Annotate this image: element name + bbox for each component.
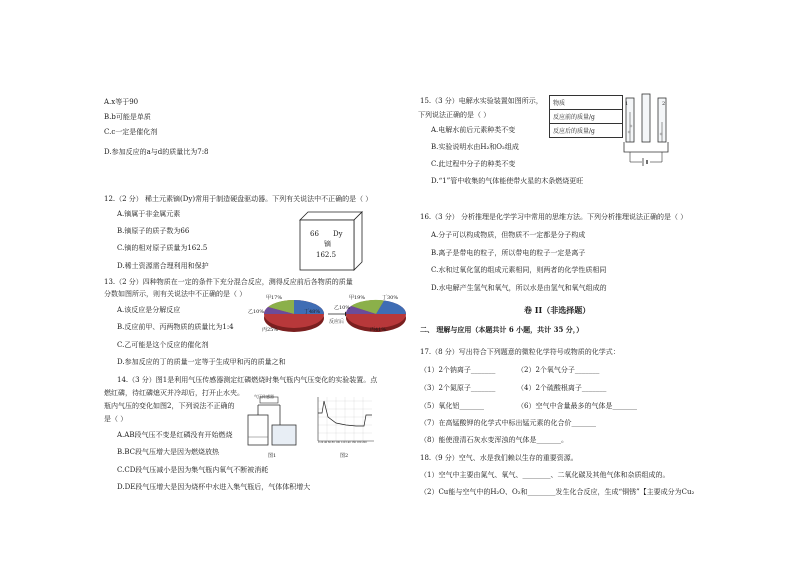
- table-after-row: 反应后的质量/g: [550, 124, 623, 138]
- q11-option-d: D.参加反应的a与d的质量比为7:8: [104, 148, 209, 156]
- q14-option-a: A.AB段气压不变是红磷没有开始燃烧: [117, 431, 233, 439]
- q18-item2: （2）Cu能与空气中的H₂O、O₂和________发生化合反应，生成“铜锈”【主要成分为Cu₂: [420, 488, 695, 496]
- q13-option-d: D.参加反应的丁的质量一定等于生成甲和丙的质量之和: [117, 358, 286, 366]
- q15-option-d: D.“1”管中收集的气体能使带火星的木条燃烧更旺: [431, 177, 584, 185]
- sensor-label: 气压传感器: [254, 394, 274, 399]
- q11-option-b: B.b可能是单质: [104, 113, 151, 121]
- q17-item2: （2）2个氧气分子_______: [517, 366, 600, 374]
- q14-option-c: C.CD段气压减小是因为集气瓶内氧气不断被消耗: [117, 466, 269, 474]
- pie-before-jia: 甲17%: [266, 295, 283, 301]
- q17-item6: （6）空气中含量最多的气体是_______: [517, 402, 637, 410]
- q16-option-a: A.分子可以构成物质，但物质不一定都是分子构成: [431, 231, 586, 239]
- q16-option-c: C.水和过氧化氢的组成元素相同，则两者的化学性质相同: [431, 266, 607, 274]
- q15-stem-line2: 下列说法正确的是（ ）: [418, 111, 491, 119]
- table-header: 物质: [550, 96, 623, 110]
- element-mass: 162.5: [316, 251, 337, 259]
- q11-option-c: C.c一定是催化剂: [104, 128, 158, 136]
- q17-item5: （5）氧化铝_______: [420, 402, 484, 410]
- q12-stem: 12.（2 分） 稀土元素镝(Dy)常用于制造硬盘驱动器。下列有关说法中不正确的是（ ）: [104, 195, 373, 203]
- figure1-label: 图1: [268, 453, 277, 459]
- tube-label-1: 1: [625, 101, 629, 107]
- element-name: 镝: [324, 240, 331, 248]
- element-number: 66: [310, 230, 319, 238]
- figure2-label: 图2: [340, 453, 349, 459]
- q14-option-b: B.BC段气压增大是因为燃烧放热: [117, 448, 219, 456]
- arrow-label: 反应后: [329, 319, 345, 325]
- pie-before-yi: 乙10%: [248, 309, 265, 315]
- q12-option-c: C.镝的相对原子质量为162.5: [117, 244, 208, 252]
- pie-after-bing: 丙41%: [370, 327, 387, 333]
- q14-stem-line2: 燃红磷，待红磷熄灭并冷却后，打开止水夹。: [104, 389, 244, 397]
- figure1-apparatus: [246, 393, 306, 453]
- q18-item1: （1）空气中主要由氮气、氧气、________、二氧化碳及其他气体和杂质组成的。: [420, 471, 670, 479]
- figure2-axis-ticks: 0 20 40 60 80 100 120 140 160 180 200: [318, 441, 367, 444]
- q17-item4: （4）2个硫酸根离子_______: [517, 384, 607, 392]
- q15-option-c: C.此过程中分子的种类不变: [431, 160, 516, 168]
- volume-title: 卷 II（非选择题）: [524, 305, 591, 315]
- tube-label-2: 2: [662, 101, 666, 107]
- q13-option-b: B.反应前甲、丙两物质的质量比为1:4: [117, 323, 234, 331]
- q15-option-a: A.电解水前后元素种类不变: [431, 126, 516, 134]
- q14-stem-line3: 瓶内气压的变化如图2，下列说法不正确的: [104, 402, 235, 410]
- q12-option-b: B.镝原子的质子数为66: [117, 227, 190, 235]
- pie-after-jia: 甲19%: [349, 295, 366, 301]
- q12-option-a: A.镝属于非金属元素: [117, 210, 181, 218]
- element-symbol: Dy: [333, 230, 343, 238]
- q17-item1: （1）2个钠离子_______: [420, 366, 496, 374]
- q14-stem-line4: 是（ ）: [104, 415, 128, 423]
- mass-table: [549, 95, 623, 138]
- q13-option-c: C.乙可能是这个反应的催化剂: [117, 341, 209, 349]
- q16-stem: 16.（3 分） 分析推理是化学学习中常用的思维方法。下列分析推理说法正确的是（ ）: [420, 213, 688, 221]
- pie-after-ding: 丁30%: [382, 295, 399, 301]
- electrolysis-apparatus: [614, 92, 680, 170]
- q18-stem: 18.（9 分）空气、水是我们赖以生存的重要资源。: [420, 454, 578, 462]
- q14-option-d: D.DE段气压增大是因为烧杯中水进入集气瓶后，气体体积增大: [117, 483, 311, 491]
- section-title: 二、 理解与应用（本题共计 6 小题，共计 35 分，）: [420, 325, 584, 334]
- table-before-row: 反应前的质量/g: [550, 110, 623, 124]
- q11-option-a: A.x等于90: [104, 98, 139, 106]
- q13-stem-line2: 分数如图所示，则有关说法中不正确的是（ ）: [104, 290, 247, 298]
- q14-stem-line1: 14.（3 分）图1是利用气压传感器测定红磷燃烧时集气瓶内气压变化的实验装置。点: [117, 376, 378, 384]
- q17-stem: 17.（8 分）写出符合下列题意的微粒化学符号或物质的化学式：: [420, 348, 620, 356]
- q17-item8: （8）能使澄清石灰水变浑浊的气体是_______。: [420, 436, 568, 444]
- q15-stem-line1: 15.（3 分）电解水实验装置如图所示，: [420, 97, 543, 105]
- q12-option-d: D.稀土资源需合理利用和保护: [117, 262, 209, 270]
- q13-stem-line1: 13.（2 分）四种物质在一定的条件下充分混合反应，测得反应前后各物质的质量: [104, 278, 353, 286]
- q16-option-b: B.离子是带电的粒子，所以带电的粒子一定是离子: [431, 249, 586, 257]
- q17-item7: （7）在高锰酸钾的化学式中标出锰元素的化合价_______: [420, 419, 596, 427]
- pie-before-ding: 丁48%: [304, 309, 321, 315]
- q15-option-b: B.实验说明水由H₂和O₂组成: [431, 143, 519, 151]
- element-cube-figure: [300, 212, 368, 270]
- pie-before-bing: 丙25%: [262, 327, 279, 333]
- q16-option-d: D.水电解产生氢气和氧气，所以水是由氢气和氧气组成的: [431, 284, 607, 292]
- q17-item3: （3）2个氮原子_______: [420, 384, 496, 392]
- q13-option-a: A.该反应是分解反应: [117, 306, 181, 314]
- pie-after-yi: 乙10%: [334, 305, 351, 311]
